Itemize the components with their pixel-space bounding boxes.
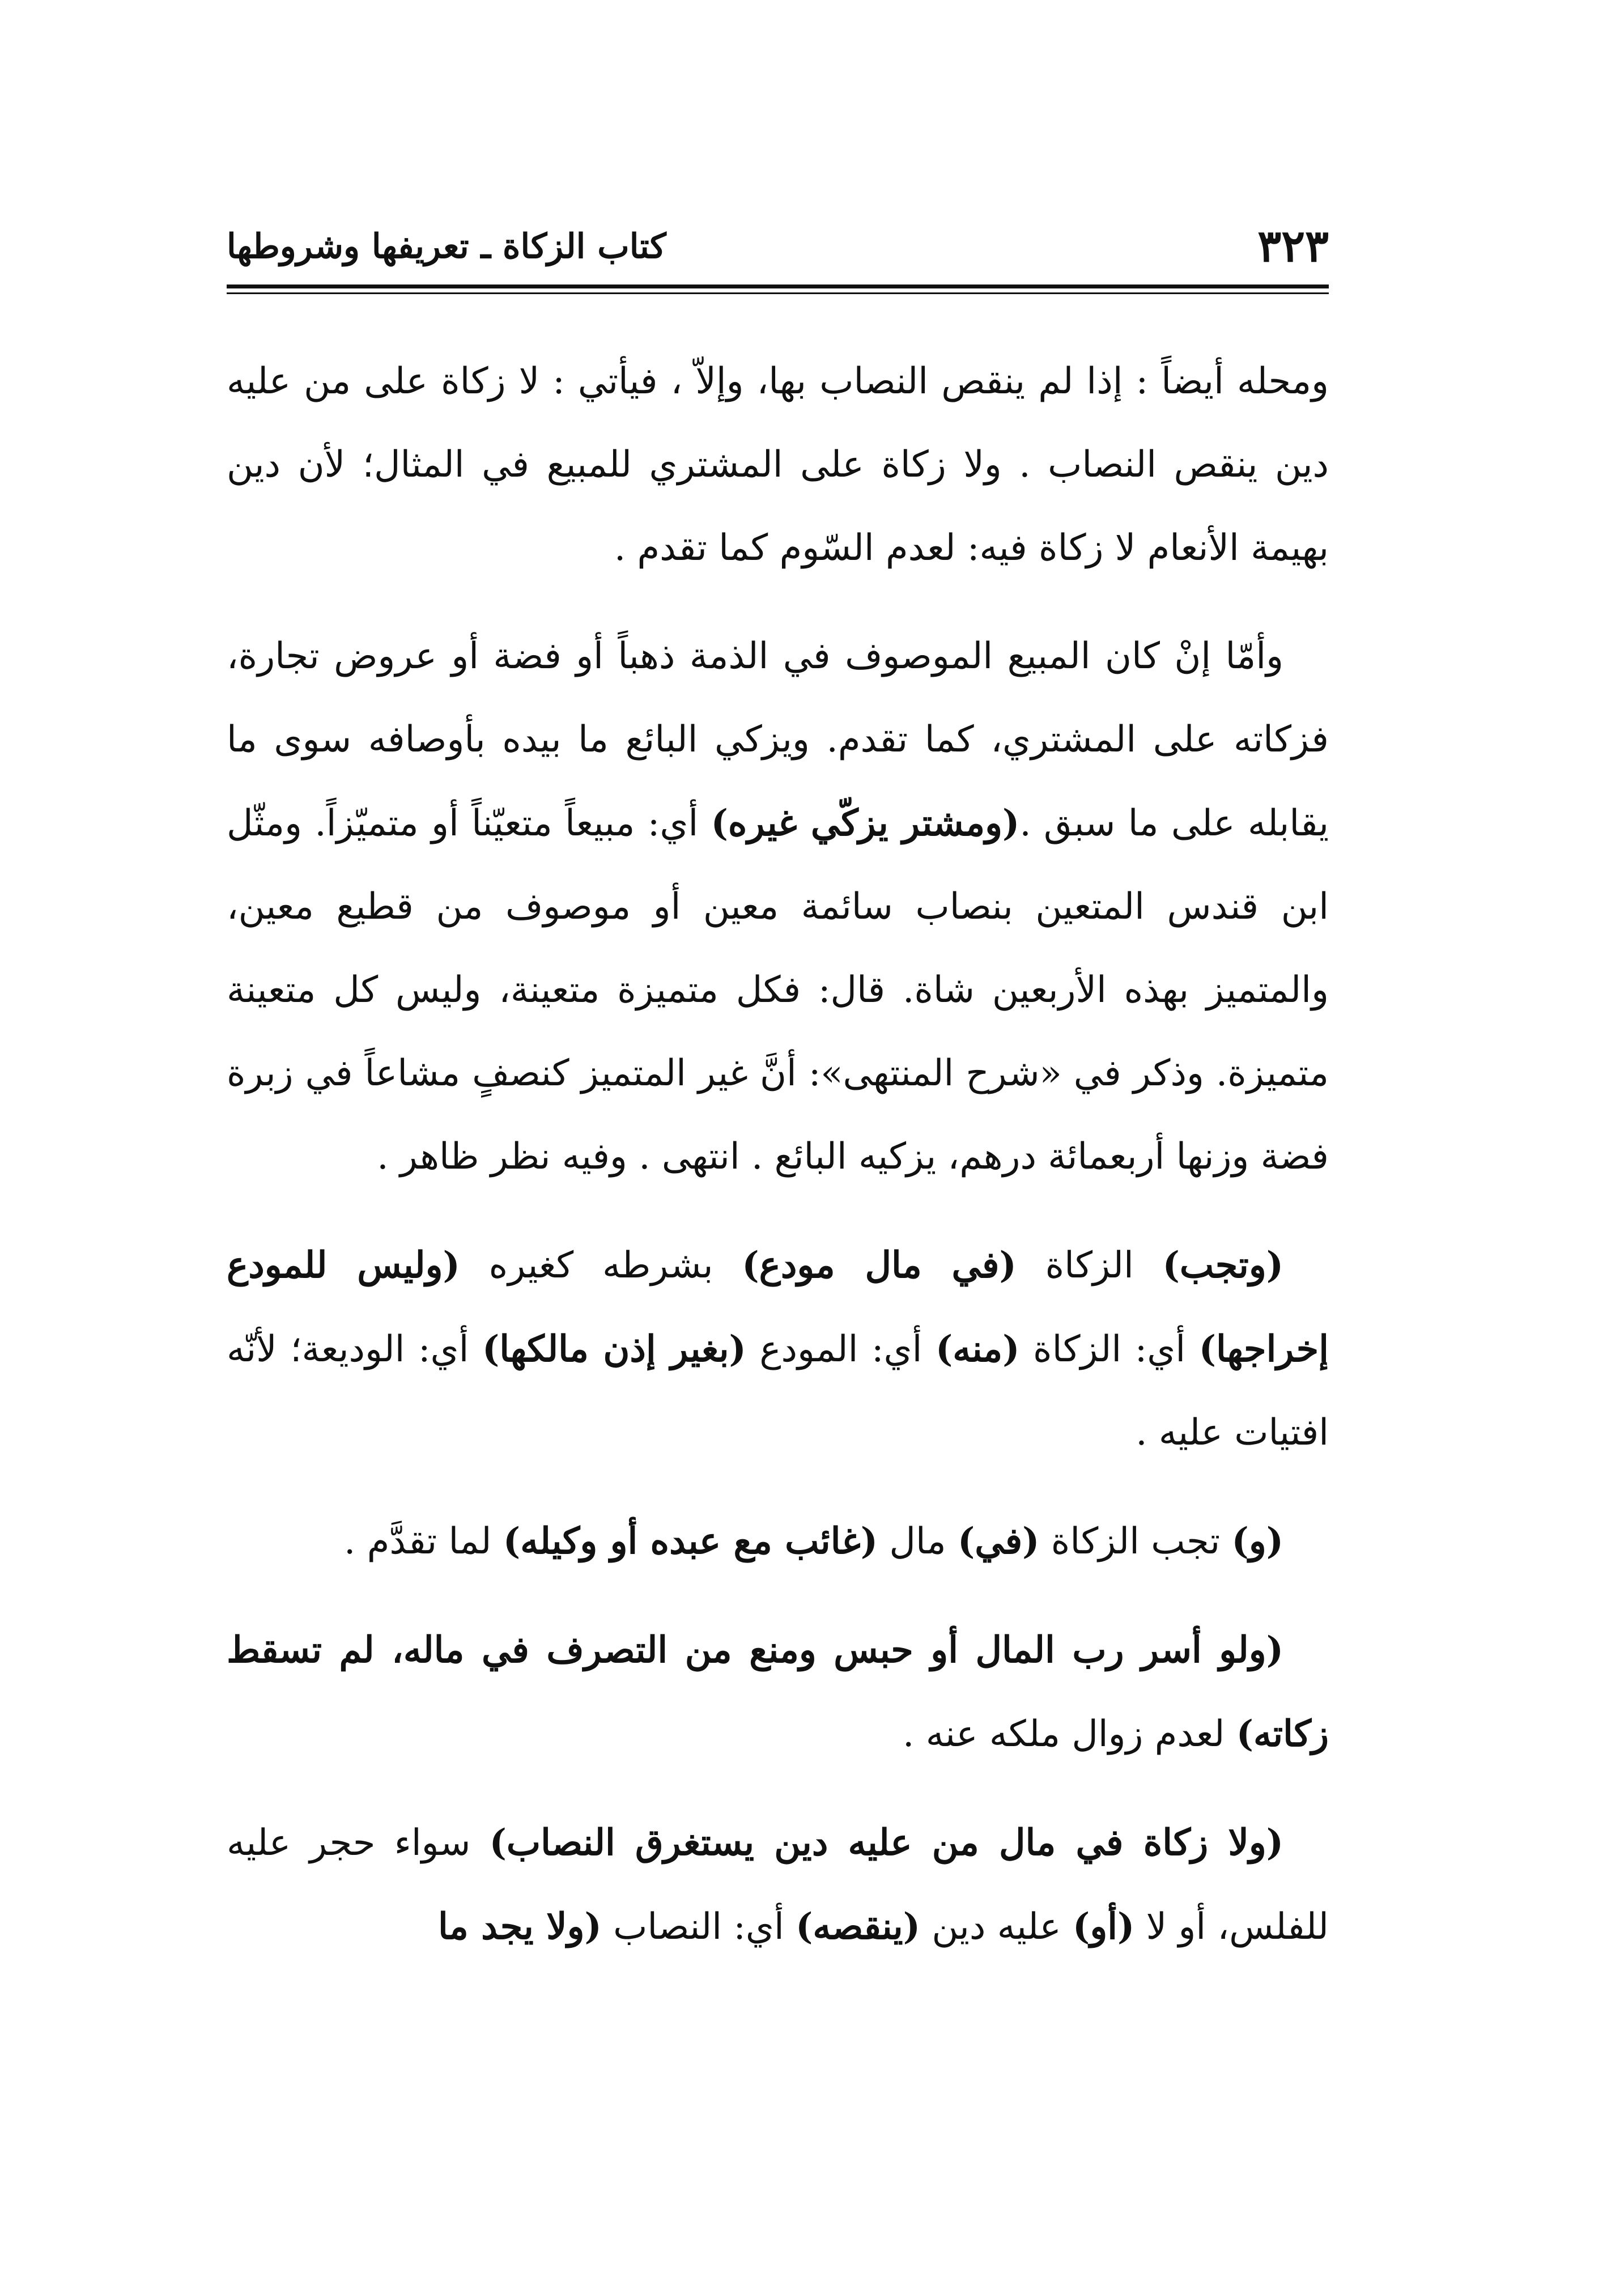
- commentary-text: أي: المودع: [746, 1328, 936, 1370]
- commentary-text: أي: الوديعة؛ لأنّه افتيات عليه .: [227, 1328, 1329, 1454]
- bold-matn-text: (في): [957, 1520, 1040, 1562]
- paragraph: [227, 340, 1329, 590]
- bold-matn-text: (ولا يجد ما: [438, 1905, 602, 1948]
- commentary-text: تجب الزكاة: [1039, 1521, 1232, 1562]
- header-rule-thick: [227, 284, 1329, 288]
- page-header: [227, 218, 1329, 275]
- bold-matn-text: (ومشتر يزكّي غيره): [711, 802, 1020, 844]
- bold-matn-text: (منه): [936, 1328, 1020, 1370]
- bold-matn-text: (غائب مع عبده أو وكيله): [503, 1520, 878, 1562]
- bold-matn-text: (ولو أسر رب المال أو حبس ومنع من التصرف في ماله، لم تسقط زكاته): [227, 1629, 1329, 1755]
- commentary-text: أي: النصاب: [601, 1906, 796, 1948]
- paragraph: [227, 1500, 1329, 1583]
- bold-matn-text: (وليس للمودع إخراجها): [227, 1244, 1329, 1370]
- bold-matn-text: (ينقصه): [796, 1905, 920, 1948]
- paragraph: [227, 1801, 1329, 1969]
- running-title: كتاب الزكاة ـ تعريفها وشروطها: [227, 227, 666, 266]
- bold-matn-text: (و): [1231, 1520, 1283, 1562]
- bold-matn-text: (وتجب): [1162, 1244, 1284, 1286]
- commentary-text: سواء حجر عليه للفلس، أو لا: [227, 1822, 1329, 1948]
- commentary-text: وأمّا إنْ كان المبيع الموصوف في الذمة ذهباً أو فضة أو عروض تجارة، فزكاته على المشتري، كما تقدم. ويزكي البائع ما بيده بأوصافه سوى ما يقابله على ما سبق .: [227, 635, 1329, 844]
- commentary-text: ومحله أيضاً : إذا لم ينقص النصاب بها، وإلاّ ، فيأتي : لا زكاة على من عليه دين ينقص النصاب . ولا زكاة على المشتري للمبيع في المثال؛ لأن دين بهيمة الأنعام لا زكاة فيه: لعدم السّوم كما تقدم .: [227, 360, 1329, 569]
- paragraph: [227, 615, 1329, 1199]
- header-rule-thin: [227, 292, 1329, 294]
- commentary-text: الزكاة: [1016, 1245, 1163, 1286]
- bold-matn-text: (في مال مودع): [742, 1244, 1017, 1286]
- commentary-text: لعدم زوال ملكه عنه .: [903, 1713, 1236, 1755]
- bold-matn-text: (ولا زكاة في مال من عليه دين يستغرق النصاب): [489, 1821, 1284, 1864]
- commentary-text: بشرطه كغيره: [460, 1245, 742, 1286]
- commentary-text: أي: مبيعاً متعيّناً أو متميّزاً. ومثّل ابن قندس المتعين بنصاب سائمة معين أو موصوف من قطيع معين، والمتميز بهذه الأربعين شاة. قال: فكل متميزة متعينة، وليس كل متعينة متميزة. وذكر في «شرح المنتهى»: أنَّ غير المتميز كنصفٍ مشاعاً في زبرة فضة وزنها أربعمائة درهم، يزكيه البائع . انتهى . وفيه نظر ظاهر .: [227, 802, 1329, 1178]
- page-number: ٣٢٣: [1257, 220, 1329, 272]
- commentary-text: مال: [877, 1521, 958, 1562]
- paragraph: [227, 1608, 1329, 1776]
- bold-matn-text: (بغير إذن مالكها): [482, 1328, 746, 1370]
- commentary-text: لما تقدَّم .: [344, 1521, 503, 1562]
- commentary-text: أي: الزكاة: [1019, 1328, 1199, 1370]
- commentary-text: عليه دين: [920, 1906, 1073, 1948]
- paragraph: [227, 1224, 1329, 1475]
- bold-matn-text: (أو): [1073, 1905, 1135, 1948]
- body-text: [227, 340, 1329, 1994]
